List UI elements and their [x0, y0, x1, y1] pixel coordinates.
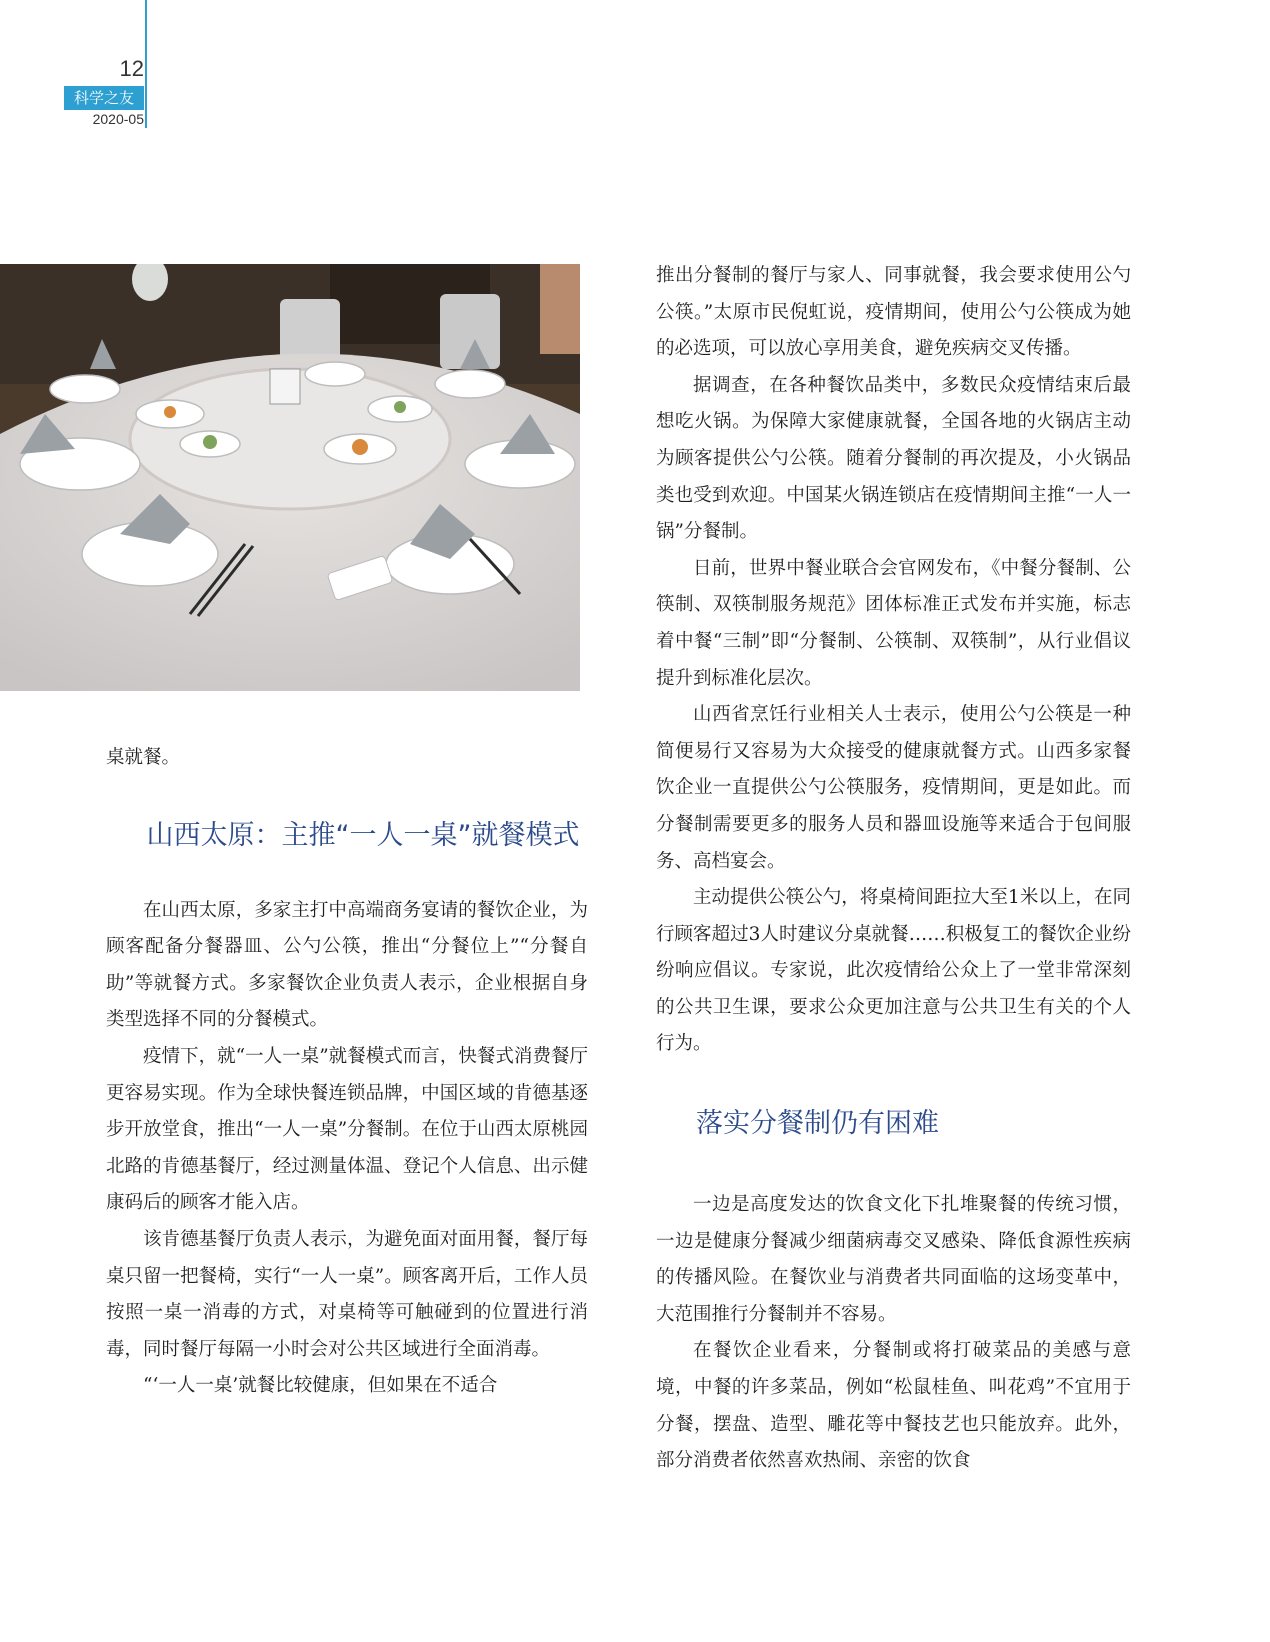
- paragraph: 在山西太原，多家主打中高端商务宴请的餐饮企业，为顾客配备分餐器皿、公勺公筷，推出“分餐位上”“分餐自助”等就餐方式。多家餐饮企业负责人表示，企业根据自身类型选择不同的分餐模式。: [106, 899, 588, 1031]
- paragraph: 该肯德基餐厅负责人表示，为避免面对面用餐，餐厅每桌只留一把餐椅，实行“一人一桌”。顾客离开后，工作人员按照一桌一消毒的方式，对桌椅等可触碰到的位置进行消毒，同时餐厅每隔一小时会对公共区域进行全面消毒。: [106, 1228, 588, 1360]
- right-column: [656, 258, 1131, 1480]
- paragraph: 主动提供公筷公勺，将桌椅间距拉大至1米以上，在同行顾客超过3人时建议分桌就餐……积极复工的餐饮企业纷纷响应倡议。专家说，此次疫情给公众上了一堂非常深刻的公共卫生课，要求公众更加注意与公共卫生有关的个人行为。: [656, 887, 1131, 1055]
- paragraph: 一边是高度发达的饮食文化下扎堆聚餐的传统习惯，一边是健康分餐减少细菌病毒交叉感染、降低食源性疾病的传播风险。在餐饮业与消费者共同面临的这场变革中，大范围推行分餐制并不容易。: [656, 1194, 1131, 1325]
- magazine-name: 科学之友: [64, 86, 144, 110]
- left-column: [106, 740, 588, 1405]
- header-rule: [145, 0, 147, 128]
- section-heading-taiyuan: 山西太原：主推“一人一桌”就餐模式: [146, 819, 580, 851]
- section-heading-difficulties: 落实分餐制仍有困难: [696, 1108, 939, 1140]
- issue-date: 2020-05: [92, 111, 144, 127]
- paragraph: “‘一人一桌’就餐比较健康，但如果在不适合: [143, 1375, 498, 1397]
- page-number: 12: [119, 56, 144, 81]
- paragraph-continued: 桌就餐。: [106, 747, 181, 768]
- paragraph-continued: 推出分餐制的餐厅与家人、同事就餐，我会要求使用公勺公筷。”太原市民倪虹说，疫情期间，使用公勺公筷成为她的必选项，可以放心享用美食，避免疾病交叉传播。: [656, 265, 1131, 360]
- paragraph: 据调查，在各种餐饮品类中，多数民众疫情结束后最想吃火锅。为保障大家健康就餐，全国各地的火锅店主动为顾客提供公勺公筷。随着分餐制的再次提及，小火锅品类也受到欢迎。中国某火锅连锁店在疫情期间主推“一人一锅”分餐制。: [656, 374, 1131, 543]
- paragraph: 疫情下，就“一人一桌”就餐模式而言，快餐式消费餐厅更容易实现。作为全球快餐连锁品牌，中国区域的肯德基逐步开放堂食，推出“一人一桌”分餐制。在位于山西太原桃园北路的肯德基餐厅，经过测量体温、登记个人信息、出示健康码后的顾客才能入店。: [106, 1045, 588, 1214]
- paragraph: 在餐饮企业看来，分餐制或将打破菜品的美感与意境，中餐的许多菜品，例如“松鼠桂鱼、叫花鸡”不宜用于分餐，摆盘、造型、雕花等中餐技艺也只能放弃。此外，部分消费者依然喜欢热闹、亲密的饮食: [656, 1340, 1131, 1472]
- photo-illustration: [0, 264, 580, 691]
- banquet-table-photo: [0, 264, 580, 691]
- paragraph: 山西省烹饪行业相关人士表示，使用公勺公筷是一种简便易行又容易为大众接受的健康就餐方式。山西多家餐饮企业一直提供公勺公筷服务，疫情期间，更是如此。而分餐制需要更多的服务人员和器皿设施等来适合于包间服务、高档宴会。: [656, 704, 1131, 872]
- paragraph: 日前，世界中餐业联合会官网发布，《中餐分餐制、公筷制、双筷制服务规范》团体标准正式发布并实施，标志着中餐“三制”即“分餐制、公筷制、双筷制”，从行业倡议提升到标准化层次。: [656, 557, 1131, 689]
